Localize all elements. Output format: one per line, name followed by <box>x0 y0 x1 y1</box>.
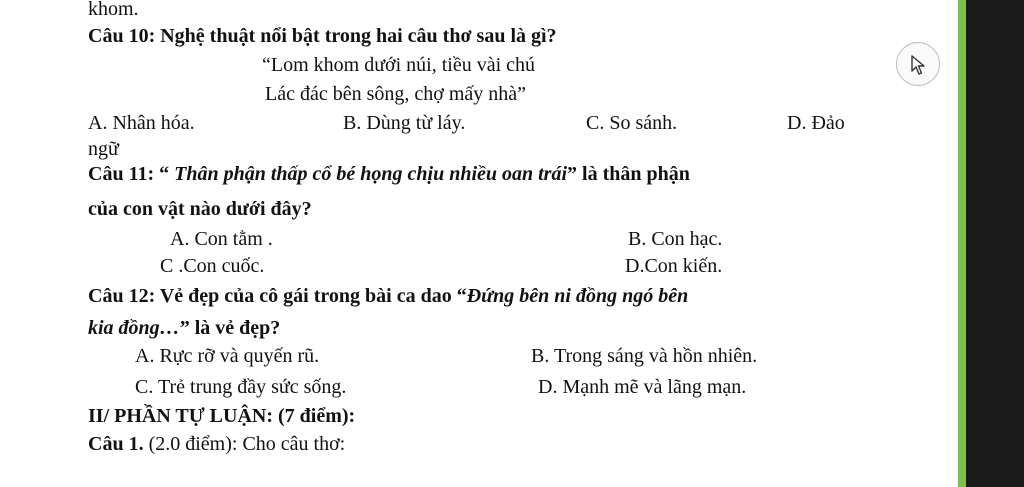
accent-bar <box>958 0 966 487</box>
question-12-heading <box>88 284 688 308</box>
essay-question-1 <box>88 432 345 456</box>
q12-prefix: Câu 12: Vẻ đẹp của cô gái trong bài ca dao “ <box>88 285 467 307</box>
q11-quote: Thân phận thấp cổ bé họng chịu nhiều oan trái <box>174 163 568 185</box>
q12-option-d: D. Mạnh mẽ và lãng mạn. <box>538 376 747 398</box>
q11-prefix: Câu 11: “ <box>88 163 175 185</box>
text-line-khom: khom. <box>88 0 139 20</box>
part-2-heading: II/ PHẦN TỰ LUẬN: (7 điểm): <box>88 405 356 427</box>
poem-line-1: “Lom khom dưới núi, tiều vài chú <box>262 54 536 76</box>
question-12-continuation <box>88 316 280 340</box>
q10-option-a: A. Nhân hóa. <box>88 112 195 134</box>
q12-option-c: C. Trẻ trung đầy sức sống. <box>135 376 347 398</box>
q11-option-b: B. Con hạc. <box>628 228 723 250</box>
q11-option-d: D.Con kiến. <box>625 255 723 277</box>
pointer-tool-button[interactable] <box>896 42 940 86</box>
essay-q1-text: (2.0 điểm): Cho câu thơ: <box>143 433 346 455</box>
q10-option-c: C. So sánh. <box>586 112 678 134</box>
q11-option-c: C .Con cuốc. <box>160 255 265 277</box>
q12-option-a: A. Rực rỡ và quyến rũ. <box>135 345 320 367</box>
poem-line-2: Lác đác bên sông, chợ mấy nhà” <box>265 83 527 105</box>
q10-option-d: D. Đảo <box>787 112 845 134</box>
question-11-continuation: của con vật nào dưới đây? <box>88 198 312 220</box>
q11-option-a: A. Con tằm . <box>170 228 273 250</box>
side-panel <box>966 0 1024 487</box>
q12-quote: Đứng bên ni đồng ngó bên <box>466 285 689 307</box>
question-11-heading <box>88 162 690 186</box>
q10-option-d-cont: ngữ <box>88 138 119 160</box>
q11-suffix: ” là thân phận <box>567 163 690 185</box>
q12-option-b: B. Trong sáng và hồn nhiên. <box>531 345 758 367</box>
question-10-heading: Câu 10: Nghệ thuật nổi bật trong hai câu thơ sau là gì? <box>88 25 557 47</box>
q12-suffix: ” là vẻ đẹp? <box>179 317 281 339</box>
essay-q1-label: Câu 1. <box>88 433 144 455</box>
cursor-arrow-icon <box>909 54 929 76</box>
q10-option-b: B. Dùng từ láy. <box>343 112 466 134</box>
q12-quote-cont: kia đồng… <box>88 317 180 339</box>
